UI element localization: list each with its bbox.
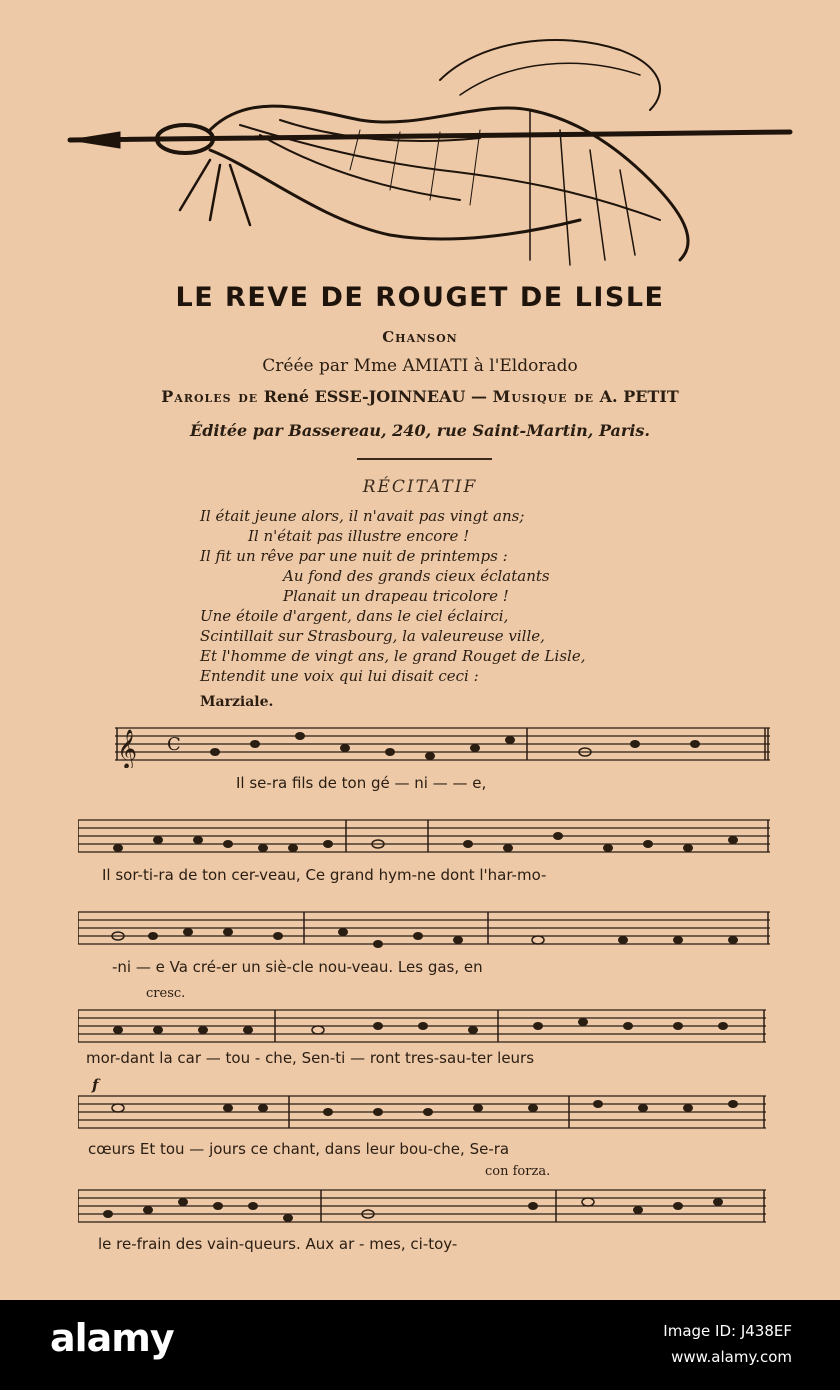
flag-illustration <box>60 20 800 270</box>
music-staff <box>78 908 770 952</box>
music-staff <box>115 724 770 768</box>
recitative-heading: RÉCITATIF <box>362 477 478 497</box>
image-id-label: Image ID: J438EF <box>663 1322 792 1340</box>
composer-label: Musique de <box>492 387 595 406</box>
cresc-marking: cresc. <box>146 986 186 1001</box>
recitative-line: Scintillait sur Strasbourg, la valeureuse ville, <box>200 627 545 645</box>
recitative-line: Et l'homme de vingt ans, le grand Rouget de Lisle, <box>200 647 586 665</box>
song-title: LE REVE DE ROUGET DE LISLE <box>175 282 665 313</box>
recitative-line: Planait un drapeau tricolore ! <box>283 587 509 605</box>
recitative-line: Au fond des grands cieux éclatants <box>283 567 550 585</box>
recitative-line: Il n'était pas illustre encore ! <box>248 527 470 545</box>
creation-note: Créée par Mme AMIATI à l'Eldorado <box>262 356 578 376</box>
publisher-line: Éditée par Bassereau, 240, rue Saint-Martin, Paris. <box>190 421 650 440</box>
divider <box>357 458 492 460</box>
svg-text:𝄞: 𝄞 <box>117 729 138 768</box>
recitative-line: Une étoile d'argent, dans le ciel éclairci, <box>200 607 509 625</box>
music-staff <box>78 816 770 860</box>
music-staff <box>78 1092 766 1136</box>
lyricist-name: René ESSE-JOINNEAU <box>263 387 466 406</box>
credit-separator: — <box>471 387 488 406</box>
recitative-line: Entendit une voix qui lui disait ceci : <box>200 667 479 685</box>
forte-marking: f <box>92 1076 99 1094</box>
lyricist-label: Paroles de <box>161 387 259 406</box>
alamy-logo: alamy <box>50 1316 174 1360</box>
lyric-line: -ni — e Va cré-er un siè-cle nou-veau. Les gas, en <box>112 958 483 976</box>
svg-text:C: C <box>167 734 181 755</box>
con-forza-marking: con forza. <box>485 1164 551 1179</box>
lyric-line: Il se-ra fils de ton gé — ni — — e, <box>236 774 487 792</box>
lyric-line: le re-frain des vain-queurs. Aux ar - mes, ci-toy- <box>98 1235 458 1253</box>
music-staff <box>78 1186 766 1230</box>
recitative-line: Il fit un rêve par une nuit de printemps : <box>200 547 508 565</box>
lyric-line: mor-dant la car — tou - che, Sen-ti — ront tres-sau-ter leurs <box>86 1049 535 1067</box>
tempo-marking: Marziale. <box>200 694 274 710</box>
music-staff <box>78 1006 766 1050</box>
song-genre: Chanson <box>382 328 458 346</box>
source-url-label: www.alamy.com <box>671 1348 792 1366</box>
lyric-line: Il sor-ti-ra de ton cer-veau, Ce grand hym-ne dont l'har-mo- <box>102 866 547 884</box>
recitative-line: Il était jeune alors, il n'avait pas vingt ans; <box>200 507 525 525</box>
composer-name: A. PETIT <box>599 387 679 406</box>
credits-line <box>0 387 840 406</box>
lyric-line: cœurs Et tou — jours ce chant, dans leur bou-che, Se-ra <box>88 1140 510 1158</box>
